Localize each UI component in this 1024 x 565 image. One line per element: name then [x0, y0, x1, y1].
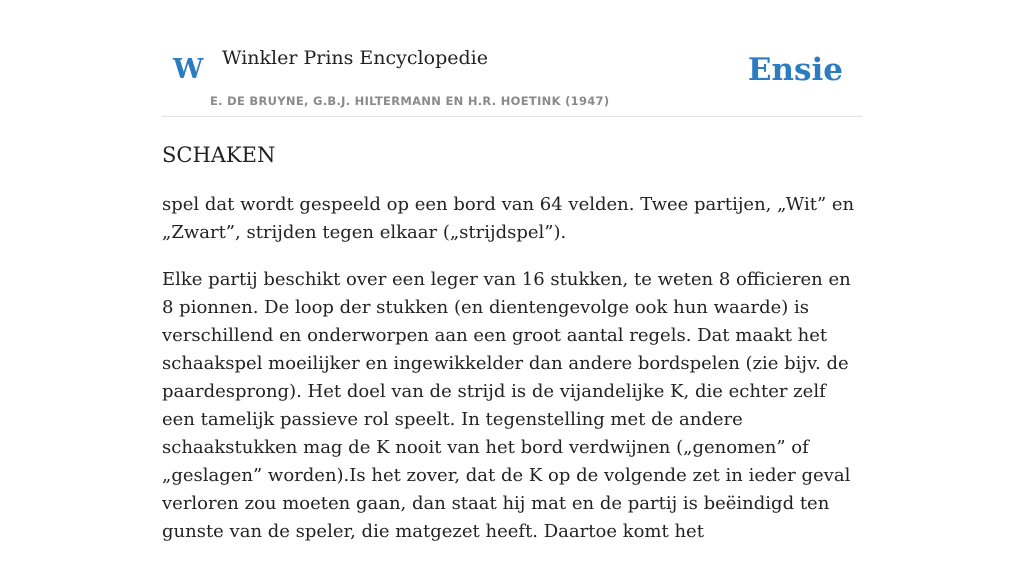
ensie-brand-logo[interactable]: Ensie — [747, 52, 843, 88]
article-paragraph-1: spel dat wordt gespeeld op een bord van 64 velden. Twee partijen, „Wit” en „Zwart”, strijden tegen elkaar („strijdspel”). — [162, 194, 855, 243]
article-title: SCHAKEN — [162, 143, 276, 167]
winkler-prins-logo[interactable]: W — [173, 54, 204, 85]
article-paragraph-2: Elke partij beschikt over een leger van 16 stukken, te weten 8 officieren en 8 pionnen. De loop der stukken (en dientengevolge ook hun waarde) is verschillend en onderworpen aan een groot aantal regels. Dat maakt het schaakspel moeilijker en ingewikkelder dan andere bordspelen (zie bijv. de paardesprong). Het doel van de strijd is de vijandelijke K, die echter zelf een tamelijk passieve rol speelt. In tegenstelling met de andere schaakstukken mag de K nooit van het bord verdwijnen („genomen” of „geslagen” worden).Is het zover, dat de K op de volgende zet in ieder geval verloren zou moeten gaan, dan staat hij mat en de partij is beëindigd ten gunste van de speler, die matgezet heeft. Daartoe komt het — [162, 269, 851, 542]
publication-authors: E. DE BRUYNE, G.B.J. HILTERMANN EN H.R. HOETINK (1947) — [210, 94, 610, 108]
article — [162, 138, 862, 565]
publication-title[interactable]: Winkler Prins Encyclopedie — [222, 47, 488, 69]
publication-header — [162, 0, 862, 117]
